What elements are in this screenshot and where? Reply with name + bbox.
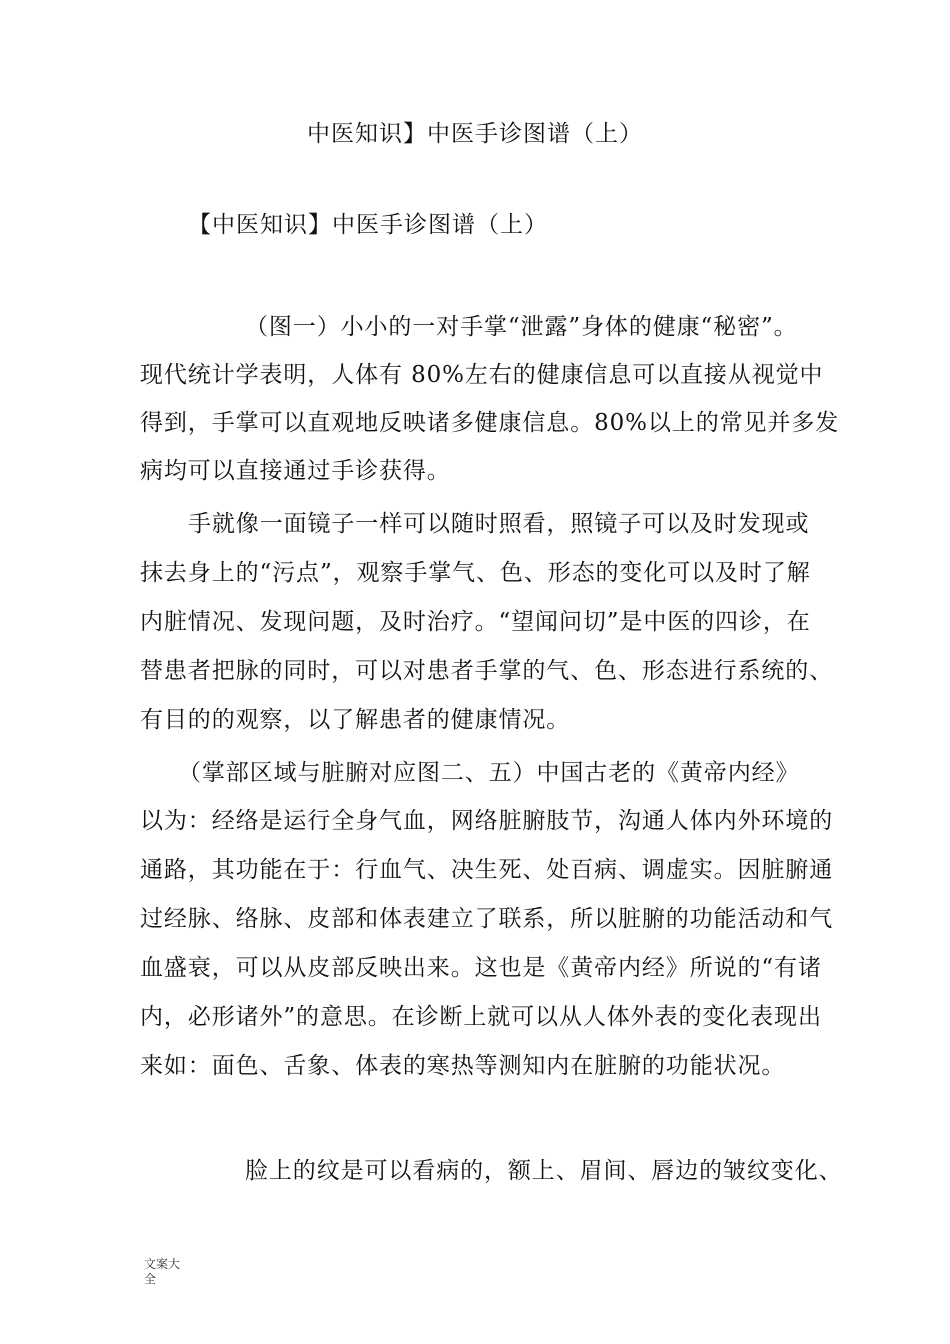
body-text-line: 来如：面色、舌象、体表的寒热等测知内在脏腑的功能状况。 <box>140 1053 786 1079</box>
body-text-line: 替患者把脉的同时，可以对患者手掌的气、色、形态进行系统的、 <box>140 658 834 684</box>
body-text-line: 血盛衰，可以从皮部反映出来。这也是《黄帝内经》所说的“有诸 <box>140 955 822 981</box>
body-text-line: 内，必形诸外”的意思。在诊断上就可以从人体外表的变化表现出 <box>140 1004 822 1030</box>
footer-note-line: 文案大 <box>144 1257 181 1271</box>
body-text-line: 抹去身上的“污点”，观察手掌气、色、形态的变化可以及时了解 <box>140 560 811 586</box>
body-text-line: （掌部区域与脏腑对应图二、五）中国古老的《黄帝内经》 <box>178 760 800 786</box>
body-text-line: 脸上的纹是可以看病的，额上、眉间、唇边的皱纹变化、 <box>245 1158 843 1184</box>
body-text-line: 以为：经络是运行全身气血，网络脏腑肢节，沟通人体内外环境的 <box>140 808 834 834</box>
body-text-line: （图一）小小的一对手掌“泄露”身体的健康“秘密”。 <box>245 314 798 340</box>
article-heading: 【中医知识】中医手诊图谱（上） <box>188 212 548 238</box>
page-title: 中医知识】中医手诊图谱（上） <box>307 121 643 147</box>
body-text-line: 病均可以直接通过手诊获得。 <box>140 458 451 484</box>
body-text-line: 过经脉、络脉、皮部和体表建立了联系，所以脏腑的功能活动和气 <box>140 906 834 932</box>
body-text-line: 现代统计学表明，人体有 80%左右的健康信息可以直接从视觉中 <box>140 362 824 388</box>
footer-note-line: 全 <box>144 1272 157 1286</box>
body-text-line: 得到，手掌可以直观地反映诸多健康信息。80%以上的常见并多发 <box>140 410 840 436</box>
body-text-line: 内脏情况、发现问题，及时治疗。“望闻问切”是中医的四诊，在 <box>140 609 811 635</box>
footer-note <box>144 1257 180 1287</box>
body-text-line: 有目的的观察，以了解患者的健康情况。 <box>140 707 571 733</box>
body-text-line: 手就像一面镜子一样可以随时照看，照镜子可以及时发现或 <box>188 511 810 537</box>
body-text-line: 通路，其功能在于：行血气、决生死、处百病、调虚实。因脏腑通 <box>140 857 834 883</box>
